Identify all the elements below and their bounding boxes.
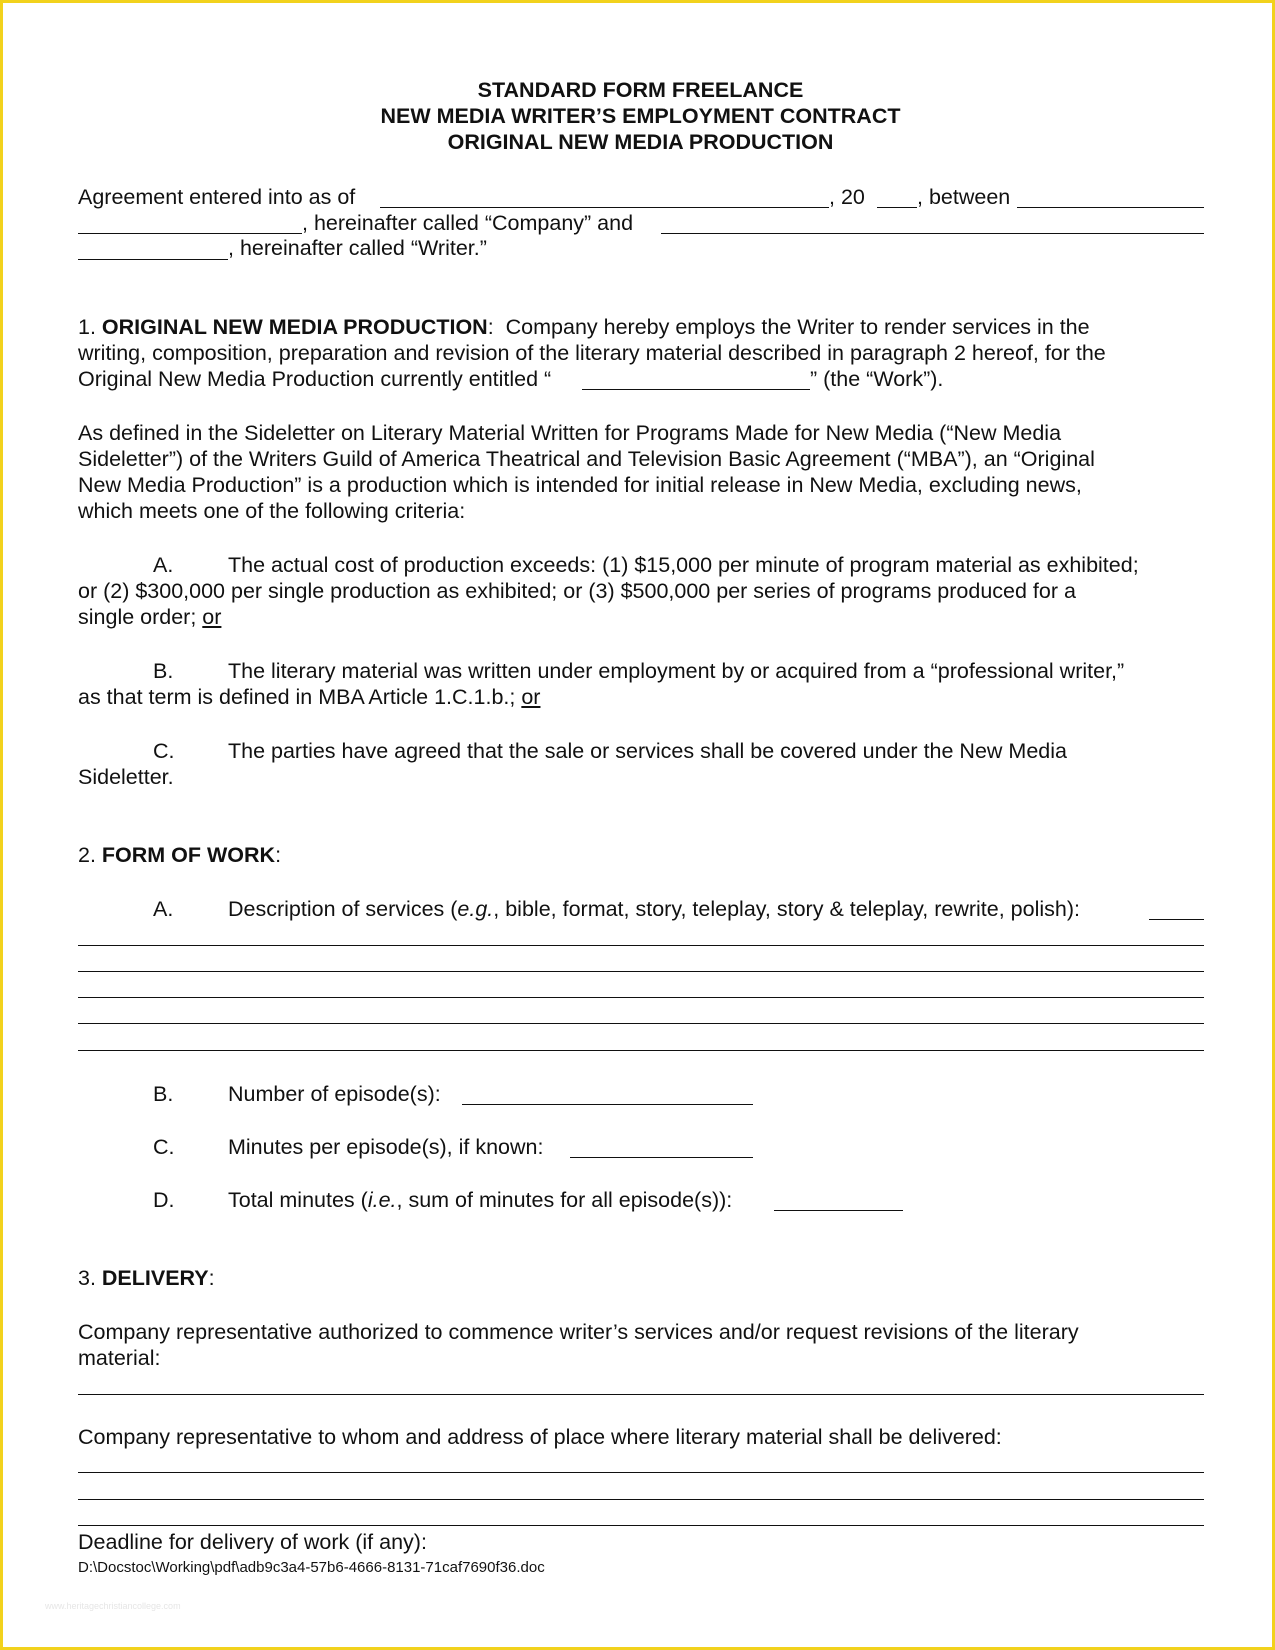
criterion-a-letter: A. <box>153 553 174 577</box>
work-title-blank[interactable] <box>582 389 810 390</box>
agreement-date-blank[interactable] <box>380 207 829 208</box>
section3-heading <box>78 1265 215 1291</box>
services-blank-5[interactable] <box>78 1050 1204 1051</box>
title-line-1: STANDARD FORM FREELANCE <box>477 78 804 102</box>
delivery-blank-3[interactable] <box>78 1525 1204 1526</box>
intro-line1-text: Agreement entered into as of <box>78 185 362 209</box>
criterion-a-or: or <box>202 605 222 629</box>
section2-colon: : <box>275 843 282 867</box>
criterion-b-line2 <box>78 684 540 710</box>
section1-line2: writing, composition, preparation and revision of the literary material described in paragraph 2 hereof, for the <box>78 341 1106 365</box>
item-a-text <box>228 896 1086 922</box>
delivery-rep-text: Company representative to whom and address of place where literary material shall be delivered: <box>78 1425 1002 1449</box>
criterion-a-line2: or (2) $300,000 per single production as exhibited; or (3) $500,000 per series of programs produced for a <box>78 579 1076 603</box>
section3-colon: : <box>208 1266 215 1290</box>
section1-line1-rest: Company hereby employs the Writer to render services in the <box>493 315 1090 339</box>
item-a-text2: , bible, format, story, teleplay, story & teleplay, rewrite, polish): <box>493 897 1086 921</box>
section1-line3-a: Original New Media Production currently entitled “ <box>78 367 552 391</box>
criterion-c-line2: Sideletter. <box>78 765 174 789</box>
section2-heading <box>78 842 281 868</box>
section1-line3-b: ” (the “Work”). <box>810 367 944 391</box>
item-d-ie: i.e. <box>367 1188 397 1212</box>
delivery-blank-1[interactable] <box>78 1472 1204 1473</box>
section3-title: DELIVERY <box>101 1266 209 1290</box>
services-blank-1[interactable] <box>78 945 1204 946</box>
item-b-letter: B. <box>153 1082 174 1106</box>
item-a-text1: Description of services ( <box>228 897 458 921</box>
item-b-text: Number of episode(s): <box>228 1082 447 1106</box>
definition-line-2: Sideletter”) of the Writers Guild of America Theatrical and Television Basic Agreement (“MBA”), an “Original <box>78 447 1095 471</box>
agreement-year-blank[interactable] <box>877 207 917 208</box>
rep-authorized-blank[interactable] <box>78 1394 1204 1395</box>
company-name-blank-2[interactable] <box>78 233 302 234</box>
criterion-c-line1: The parties have agreed that the sale or services shall be covered under the New Media <box>228 739 1067 763</box>
episodes-blank[interactable] <box>462 1104 753 1105</box>
services-blank-3[interactable] <box>78 997 1204 998</box>
section3-number: 3. <box>78 1266 102 1290</box>
title-line-3: ORIGINAL NEW MEDIA PRODUCTION <box>447 130 834 154</box>
item-d-letter: D. <box>153 1188 175 1212</box>
section1-colon: : <box>487 315 494 339</box>
delivery-blank-2[interactable] <box>78 1499 1204 1500</box>
criterion-b-line1: The literary material was written under employment by or acquired from a “professional writer,” <box>228 659 1125 683</box>
criterion-b-or: or <box>521 685 541 709</box>
services-blank-0[interactable] <box>1149 919 1204 920</box>
item-a-letter: A. <box>153 897 174 921</box>
criterion-a-line3 <box>78 604 221 630</box>
intro-line3-text: , hereinafter called “Writer.” <box>228 236 487 260</box>
section2-title: FORM OF WORK <box>101 843 276 867</box>
services-blank-2[interactable] <box>78 971 1204 972</box>
item-d-text <box>228 1187 738 1213</box>
item-c-text: Minutes per episode(s), if known: <box>228 1135 550 1159</box>
section1-heading <box>78 314 1090 340</box>
rep-authorized-line1: Company representative authorized to commence writer’s services and/or request revisions of the literary <box>78 1320 1079 1344</box>
file-path-footer: D:\Docstoc\Working\pdf\adb9c3a4-57b6-4666-8131-71caf7690f36.doc <box>78 1559 545 1576</box>
intro-line1-between: , between <box>917 185 1011 209</box>
section1-number: 1. <box>78 315 102 339</box>
criterion-b-letter: B. <box>153 659 174 683</box>
criterion-b-line2-text: as that term is defined in MBA Article 1.C.1.b.; <box>78 685 522 709</box>
writer-name-blank-1[interactable] <box>661 233 1204 234</box>
definition-line-4: which meets one of the following criteria: <box>78 499 466 523</box>
definition-line-1: As defined in the Sideletter on Literary Material Written for Programs Made for New Media (“New Media <box>78 421 1062 445</box>
criterion-c-letter: C. <box>153 739 175 763</box>
company-name-blank-1[interactable] <box>1017 207 1204 208</box>
criterion-a-line3-text: single order; <box>78 605 203 629</box>
item-c-letter: C. <box>153 1135 175 1159</box>
item-d-text2: , sum of minutes for all episode(s)): <box>396 1188 739 1212</box>
writer-name-blank-2[interactable] <box>78 259 228 260</box>
deadline-text: Deadline for delivery of work (if any): <box>78 1530 427 1554</box>
item-d-text1: Total minutes ( <box>228 1188 368 1212</box>
intro-line2-text: , hereinafter called “Company” and <box>302 211 640 235</box>
title-line-2: NEW MEDIA WRITER’S EMPLOYMENT CONTRACT <box>380 104 901 128</box>
item-a-eg: e.g. <box>457 897 494 921</box>
section1-title: ORIGINAL NEW MEDIA PRODUCTION <box>101 315 488 339</box>
intro-line1-year: , 20 <box>829 185 865 209</box>
minutes-per-episode-blank[interactable] <box>570 1157 753 1158</box>
criterion-a-line1: The actual cost of production exceeds: (1) $15,000 per minute of program material as exhibited; <box>228 553 1139 577</box>
definition-line-3: New Media Production” is a production which is intended for initial release in New Media, excluding news, <box>78 473 1082 497</box>
total-minutes-blank[interactable] <box>774 1210 903 1211</box>
services-blank-4[interactable] <box>78 1023 1204 1024</box>
rep-authorized-line2: material: <box>78 1346 161 1370</box>
section2-number: 2. <box>78 843 102 867</box>
watermark-text: www.heritagechristiancollege.com <box>45 1601 181 1611</box>
